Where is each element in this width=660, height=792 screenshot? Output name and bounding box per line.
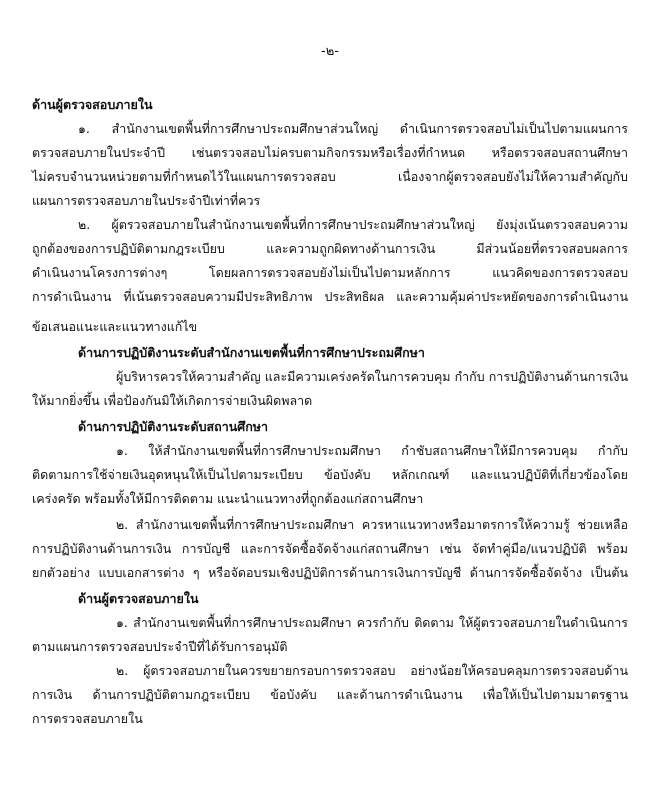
paragraph-line: ดำเนินงานโครงการต่างๆ โดยผลการตรวจสอบยังไม่เป็นไปตามหลักการ แนวคิดของการตรวจสอบ [32, 265, 628, 280]
paragraph-line: ติดตามการใช้จ่ายเงินอุดหนุนให้เป็นไปตามระเบียบ ข้อบังคับ หลักเกณฑ์ และแนวปฏิบัติที่เกี่ยวข้องโดย [32, 467, 628, 482]
paragraph-line: ไม่ครบจำนวนหน่วยตามที่กำหนดไว้ในแผนการตรวจสอบ เนื่องจากผู้ตรวจสอบยังไม่ให้ความสำคัญกับ [32, 169, 628, 184]
paragraph-line: ๑. สำนักงานเขตพื้นที่การศึกษาประถมศึกษาส่วนใหญ่ ดำเนินการตรวจสอบไม่เป็นไปตามแผนการ [78, 121, 628, 136]
paragraph-line: เคร่งครัด พร้อมทั้งให้มีการติดตาม แนะนำแนวทางที่ถูกต้องแก่สถานศึกษา [32, 491, 424, 506]
paragraph-line: การปฏิบัติงานด้านการเงิน การบัญชี และการจัดซื้อจัดจ้างแก่สถานศึกษา เช่น จัดทำคู่มือ/แนวปฏิบัติ พร้อม [32, 541, 628, 556]
paragraph-line: ๒. ผู้ตรวจสอบภายในสำนักงานเขตพื้นที่การศึกษาประถมศึกษาส่วนใหญ่ ยังมุ่งเน้นตรวจสอบความ [78, 217, 628, 232]
subheading-area-office: ด้านการปฏิบัติงานระดับสำนักงานเขตพื้นที่การศึกษาประถมศึกษา [78, 345, 425, 360]
paragraph-line: ผู้บริหารควรให้ความสำคัญ และมีความเคร่งครัดในการควบคุม กำกับ การปฏิบัติงานด้านการเงิน [116, 369, 628, 384]
paragraph-line: ๒. สำนักงานเขตพื้นที่การศึกษาประถมศึกษา ควรหาแนวทางหรือมาตรการให้ความรู้ ช่วยเหลือ [116, 517, 628, 532]
subheading-school: ด้านการปฏิบัติงานระดับสถานศึกษา [78, 419, 269, 434]
paragraph-line: ๑. ให้สำนักงานเขตพื้นที่การศึกษาประถมศึกษา กำชับสถานศึกษาให้มีการควบคุม กำกับ [116, 443, 628, 458]
subheading-internal-auditor: ด้านผู้ตรวจสอบภายใน [78, 591, 199, 606]
paragraph-line: การดำเนินงาน ที่เน้นตรวจสอบความมีประสิทธิภาพ ประสิทธิผล และความคุ้มค่าประหยัดของการดำเนินงาน [32, 289, 628, 304]
paragraph-line: ถูกต้องของการปฏิบัติตามกฎระเบียบ และความถูกผิดทางด้านการเงิน มีส่วนน้อยที่ตรวจสอบผลการ [32, 241, 628, 256]
paragraph-line: ตามแผนการตรวจสอบประจำปีที่ได้รับการอนุมัติ [32, 639, 288, 654]
paragraph-line: ๑. สำนักงานเขตพื้นที่การศึกษาประถมศึกษา ควรกำกับ ติดตาม ให้ผู้ตรวจสอบภายในดำเนินการ [116, 615, 628, 630]
paragraph-line: ตรวจสอบภายในประจำปี เช่นตรวจสอบไม่ครบตามกิจกรรมหรือเรื่องที่กำหนด หรือตรวจสอบสถานศึกษา [32, 145, 628, 160]
paragraph-line: การตรวจสอบภายใน [32, 711, 143, 726]
paragraph-line: ๒. ผู้ตรวจสอบภายในควรขยายกรอบการตรวจสอบ อย่างน้อยให้ครอบคลุมการตรวจสอบด้าน [116, 663, 628, 678]
recommendations-title: ข้อเสนอแนะและแนวทางแก้ไข [32, 319, 198, 334]
paragraph-line: ให้มากยิ่งขึ้น เพื่อป้องกันมิให้เกิดการจ่ายเงินผิดพลาด [32, 393, 313, 408]
paragraph-line: การเงิน ด้านการปฏิบัติตามกฎระเบียบ ข้อบังคับ และด้านการดำเนินงาน เพื่อให้เป็นไปตามมาตรฐาน [32, 687, 628, 702]
paragraph-line: แผนการตรวจสอบภายในประจำปีเท่าที่ควร [32, 193, 261, 208]
paragraph-line: ยกตัวอย่าง แบบเอกสารต่าง ๆ หรือจัดอบรมเชิงปฏิบัติการด้านการเงินการบัญชี ด้านการจัดซื้อจัดจ้าง เป็นต้น [32, 565, 628, 580]
page-number: -๒- [321, 44, 339, 59]
section-heading-internal-auditor: ด้านผู้ตรวจสอบภายใน [32, 97, 153, 112]
